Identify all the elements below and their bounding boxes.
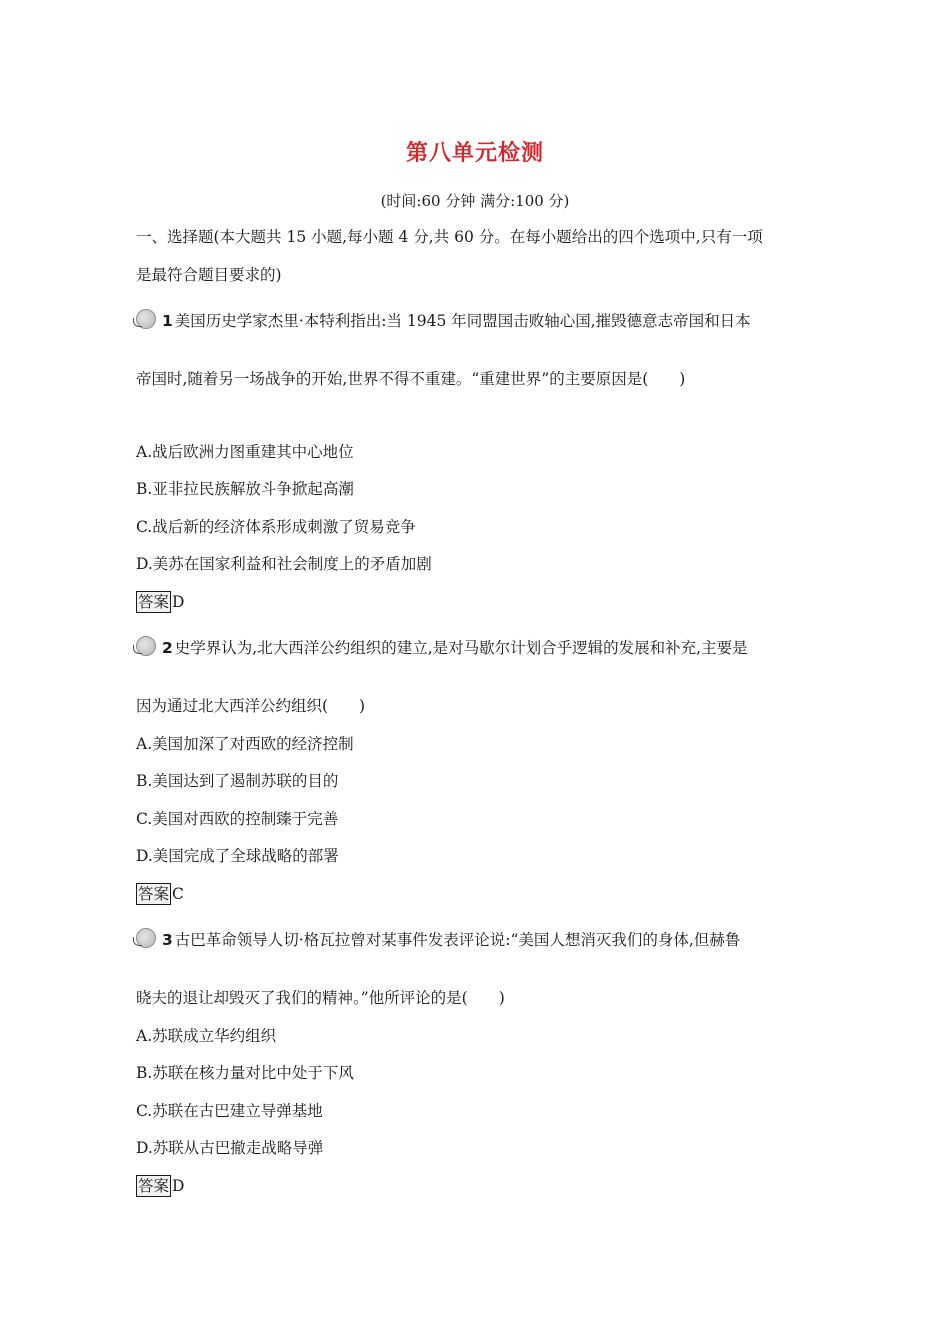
question-marker-icon	[136, 928, 156, 948]
question-number: 2	[162, 639, 173, 657]
question-2-stem-line-2: 因为通过北大西洋公约组织( )	[136, 697, 366, 715]
answer-label-box: 答案	[138, 593, 170, 611]
question-3-option-b: B.苏联在核力量对比中处于下风	[136, 1064, 354, 1082]
answer-value: D	[172, 1177, 185, 1195]
question-2-option-c: C.美国对西欧的控制臻于完善	[136, 810, 339, 828]
question-2-option-d: D.美国完成了全球战略的部署	[136, 847, 339, 865]
question-text: 美国历史学家杰里·本特利指出:当 1945 年同盟国击败轴心国,摧毁德意志帝国和日本	[174, 312, 751, 330]
question-3-option-c: C.苏联在古巴建立导弹基地	[136, 1102, 323, 1120]
answer-value: C	[172, 885, 184, 903]
question-2-option-b: B.美国达到了遏制苏联的目的	[136, 772, 339, 790]
question-1-stem-line-2: 帝国时,随着另一场战争的开始,世界不得不重建。“重建世界”的主要原因是( )	[136, 370, 686, 388]
section-instruction-line-2: 是最符合题目要求的)	[136, 266, 282, 284]
question-2-answer	[136, 883, 184, 905]
question-2-stem-line-1	[136, 636, 748, 659]
question-marker-icon	[136, 636, 156, 656]
question-1-stem-line-1	[136, 309, 751, 332]
question-2-option-a: A.美国加深了对西欧的经济控制	[136, 735, 354, 753]
section-instruction-line-1: 一、选择题(本大题共 15 小题,每小题 4 分,共 60 分。在每小题给出的四个选项中,只有一项	[136, 228, 763, 246]
question-1-answer	[136, 591, 184, 613]
question-3-option-d: D.苏联从古巴撤走战略导弹	[136, 1139, 324, 1157]
question-3-option-a: A.苏联成立华约组织	[136, 1027, 277, 1045]
exam-meta: (时间:60 分钟 满分:100 分)	[380, 192, 570, 210]
question-1-option-b: B.亚非拉民族解放斗争掀起高潮	[136, 480, 354, 498]
question-number: 1	[162, 312, 173, 330]
answer-label-box: 答案	[138, 1177, 170, 1195]
question-1-option-c: C.战后新的经济体系形成刺激了贸易竞争	[136, 518, 416, 536]
question-text: 史学界认为,北大西洋公约组织的建立,是对马歇尔计划合乎逻辑的发展和补充,主要是	[174, 639, 748, 657]
document-title: 第八单元检测	[405, 141, 544, 166]
question-1-option-d: D.美苏在国家利益和社会制度上的矛盾加剧	[136, 555, 432, 573]
answer-label-box: 答案	[138, 885, 170, 903]
question-number: 3	[162, 931, 173, 949]
question-marker-icon	[136, 309, 156, 329]
question-3-stem-line-2: 晓夫的退让却毁灭了我们的精神。”他所评论的是( )	[136, 989, 505, 1007]
question-3-stem-line-1	[136, 928, 740, 951]
question-1-option-a: A.战后欧洲力图重建其中心地位	[136, 443, 354, 461]
answer-value: D	[172, 593, 185, 611]
question-3-answer	[136, 1175, 184, 1197]
question-text: 古巴革命领导人切·格瓦拉曾对某事件发表评论说:“美国人想消灭我们的身体,但赫鲁	[174, 931, 741, 949]
